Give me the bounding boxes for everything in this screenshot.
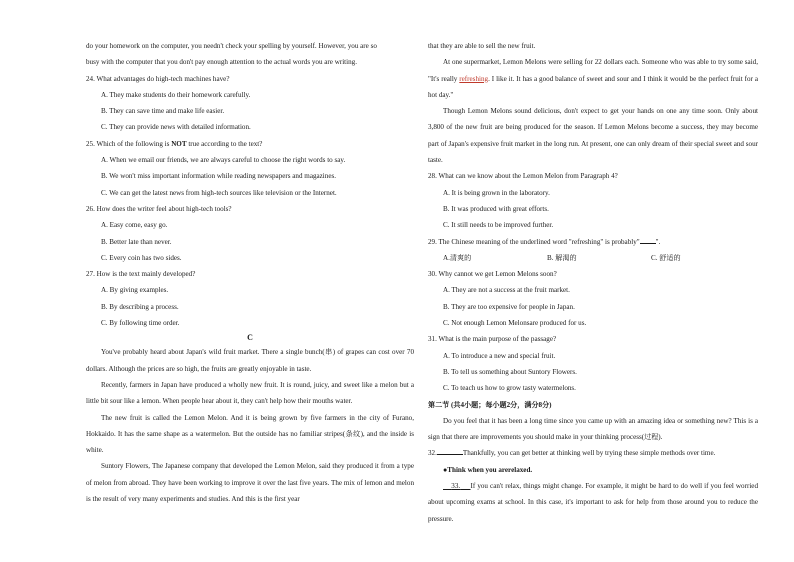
question-29-option-c: C. 舒适的 [651,253,681,262]
question-26-option-b: B. Better late than never. [101,237,172,246]
question-25-stem-post: true according to the text? [186,139,263,148]
question-31-option-a: A. To introduce a new and special fruit. [443,351,556,360]
question-30-option-c: C. Not enough Lemon Melonsare produced for us. [443,319,587,328]
right-column [428,38,758,527]
passage-c-paragraph-5 [428,54,758,103]
paragraph-5-text-after: . I like it. It has a good balance of sweet and sour and I think it would be the perfect fruit for a hot day." [428,74,758,99]
section-c-heading: C [247,333,253,343]
question-30-stem: 30. Why cannot we get Lemon Melons soon? [428,270,557,279]
question-25-not-emphasis: NOT [171,139,187,148]
passage-c-paragraph-4: Suntory Flowers, The Japanese company that developed the Lemon Melon, said they produced it from a type of melon from abroad. They have been working to improve it over the last five years. The mix of lemon and melon is the result of very many experiments and studies. And this is the first year [86,462,414,504]
question-27-stem: 27. How is the text mainly developed? [86,270,196,279]
question-26-option-c: C. Every coin has two sides. [101,253,182,262]
question-25-option-c: C. We can get the latest news from high-tech sources like television or the Internet. [101,188,337,197]
question-26-stem: 26. How does the writer feel about high-tech tools? [86,204,232,213]
passage-c-continuation: that they are able to sell the new fruit. [428,42,536,50]
underlined-word-refreshing: refreshing [459,74,489,83]
question-29-option-a: A.清爽的 [443,253,472,262]
question-31-option-c: C. To teach us how to grow tasty watermelons. [443,384,576,393]
question-27-option-a: A. By giving examples. [101,286,169,295]
passage-c-paragraph-1: You've probably heard about Japan's wild fruit market. There a single bunch(串) of grapes can cost over 70 dollars. Although the prices are so high, the fruits are greatly enjoyable in taste. [86,348,414,373]
question-33-text: If you can't relax, things might change. For example, it might be hard to do well if you feel worried about upcoming exams at school. In this case, it's important to ask for help from those around you to reduce the pressure. [428,482,758,523]
question-33-number [443,482,471,490]
question-30-option-a: A. They are not a success at the fruit market. [443,286,570,295]
question-25-option-b: B. We won't miss important information while reading newspapers and magazines. [101,172,337,181]
question-28-option-b: B. It was produced with great efforts. [443,204,549,213]
question-24-stem: 24. What advantages do high-tech machines have? [86,74,230,83]
question-26-option-a: A. Easy come, easy go. [101,221,168,230]
question-31-stem: 31. What is the main purpose of the passage? [428,335,557,344]
question-24-option-b: B. They can save time and make life easier. [101,107,225,116]
question-25-stem [86,136,414,152]
question-30-option-b: B. They are too expensive for people in Japan. [443,302,575,311]
question-32-blank [437,448,463,455]
question-29-stem-end: ". [655,237,661,246]
intro-line-1: do your homework on the computer, you needn't check your spelling by yourself. However, you are so [86,42,377,50]
question-31-option-b: B. To tell us something about Suntory Flowers. [443,367,577,376]
passage-c-paragraph-3: The new fruit is called the Lemon Melon. And it is being grown by five farmers in the city of Furano, Hokkaido. It has the same shape as a watermelon. But the outside has no familiar stripes(条纹), and the inside is white. [86,413,414,455]
question-29-stem-text: 29. The Chinese meaning of the underlined word "refreshing" is probably" [428,237,640,246]
passage-c-paragraph-6: Though Lemon Melons sound delicious, don't expect to get your hands on one any time soon. Only about 3,800 of the new fruit are being produced for the season. If Lemon Melons become a success, they may become part of Japan's expensive fruit market in the long run. At present, one can only dream of their special sweet and sour taste. [428,107,758,165]
bullet-heading: ●Think when you arerelaxed. [443,465,533,474]
question-29-options [428,250,758,266]
question-33-number-text: 33. [451,482,461,491]
question-28-option-a: A. It is being grown in the laboratory. [443,188,550,197]
intro-line-2: busy with the computer that you don't pay enough attention to the actual words you are writing. [86,58,357,67]
question-28-stem: 28. What can we know about the Lemon Melon from Paragraph 4? [428,172,618,181]
passage-c-paragraph-2: Recently, farmers in Japan have produced a wholly new fruit. It is round, juicy, and sweet like a melon but a little bit sour like a lemon. When people hear about it, they can't help how their mouths water. [86,380,414,406]
section-2-heading: 第二节 (共4小题；每小题2分，满分8分) [428,400,552,409]
question-29-stem [428,234,758,250]
question-32-line [428,445,758,461]
question-33-paragraph [428,478,758,527]
question-28-option-c: C. It still needs to be improved further. [443,221,554,230]
question-24-option-c: C. They can provide news with detailed information. [101,123,251,132]
question-32-number: 32. [428,449,437,458]
question-32-text: Thankfully, you can get better at thinking well by trying these simple methods over time. [462,449,716,458]
paragraph-5-text-before: At one supermarket, Lemon Melons were selling for 22 dollars each. Someone who was able to try some said, "It's really [428,58,758,83]
question-24-option-a: A. They make students do their homework carefully. [101,90,251,99]
question-25-option-a: A. When we email our friends, we are always careful to choose the right words to say. [101,156,346,165]
section-2-paragraph-1: Do you feel that it has been a long time since you came up with an amazing idea or something new? This is a sign that there are improvements you should make in your thinking process(过程). [428,416,758,442]
question-27-option-b: B. By describing a process. [101,302,179,311]
answer-blank [640,237,656,244]
question-25-stem-pre: 25. Which of the following is [86,139,172,148]
left-column [86,38,414,507]
question-27-option-c: C. By following time order. [101,319,180,328]
question-29-option-b: B. 解渴的 [547,253,577,262]
